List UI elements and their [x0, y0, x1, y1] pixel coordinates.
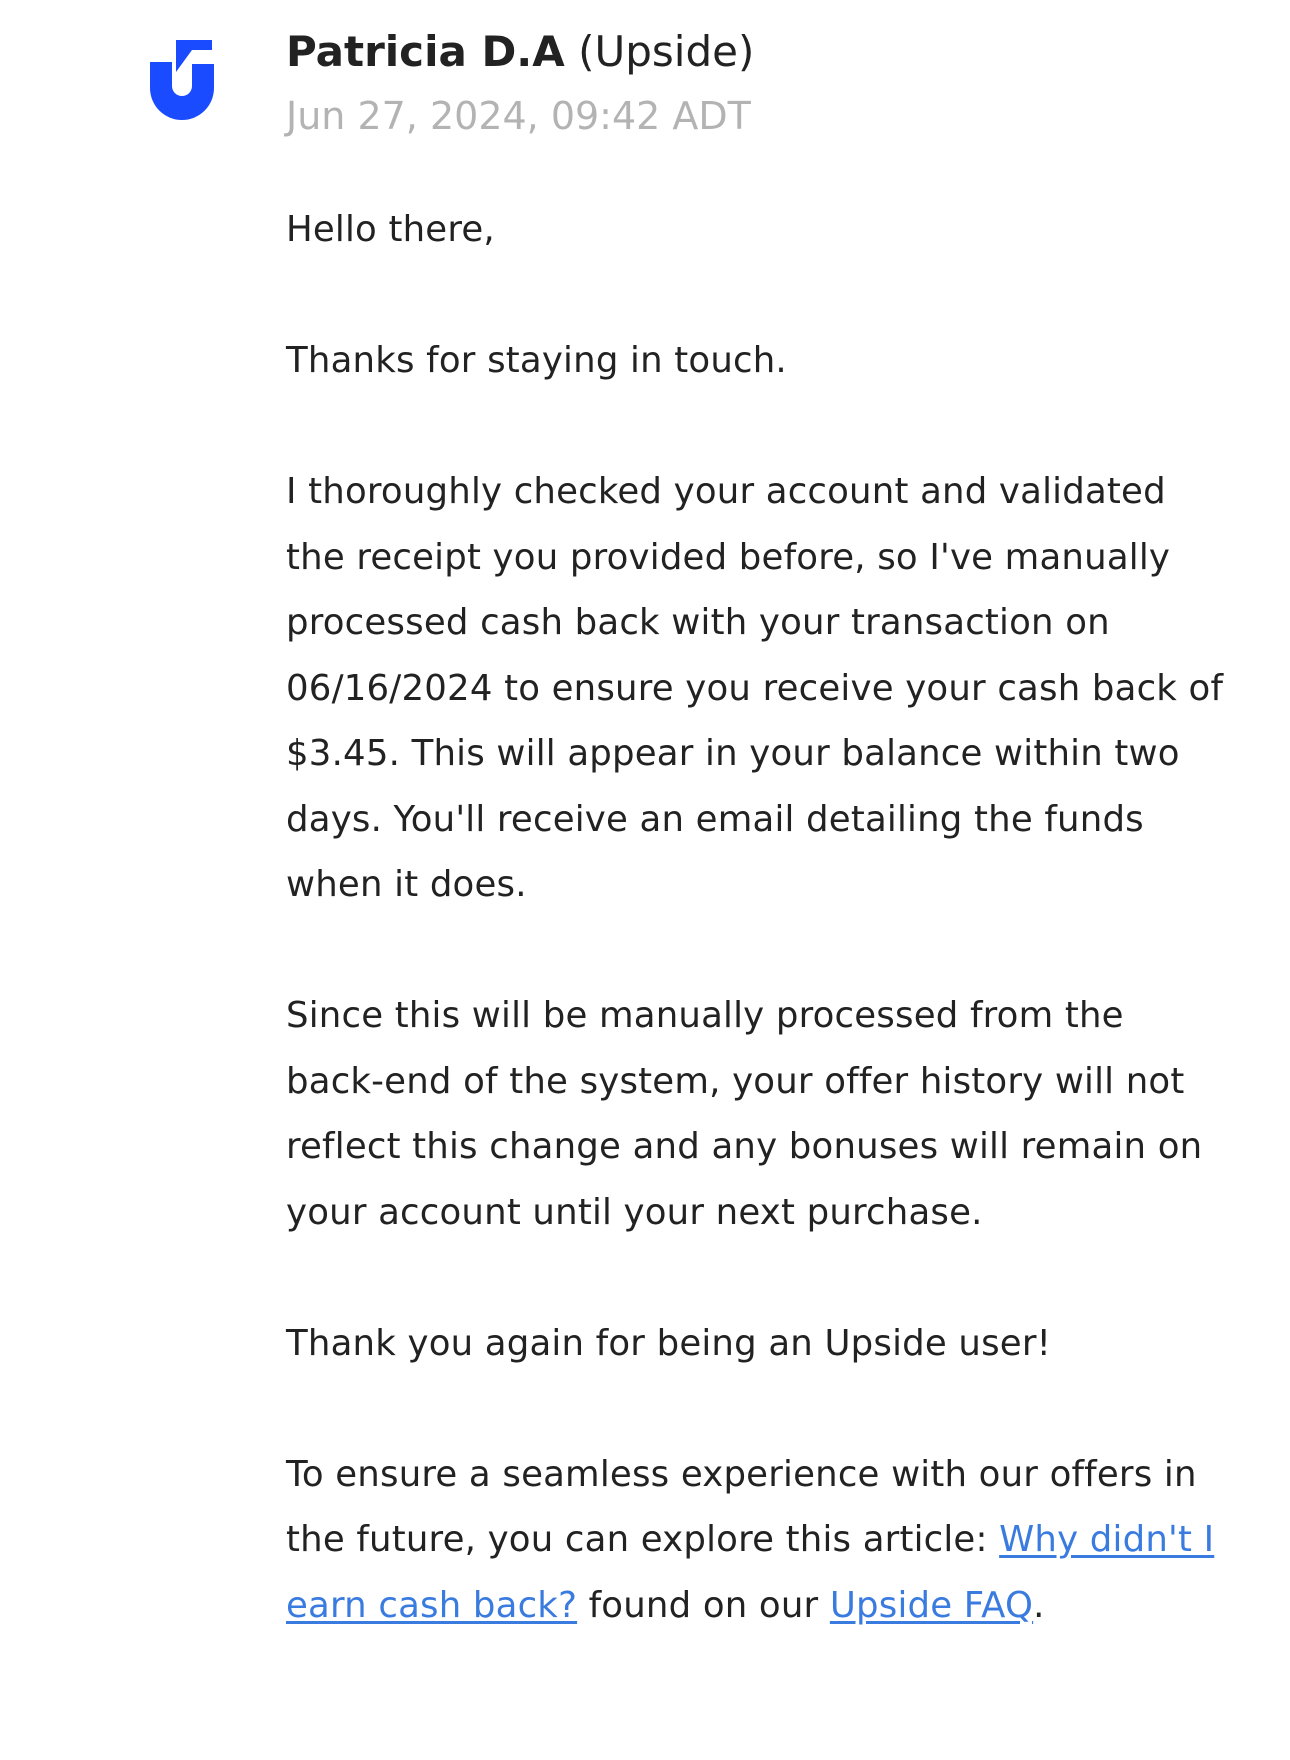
- closing-text-middle: found on our: [577, 1584, 830, 1626]
- thank-you-line: Thank you again for being an Upside user!: [286, 1322, 1052, 1364]
- faq-link[interactable]: Upside FAQ: [829, 1584, 1034, 1626]
- sender-name: Patricia D.A: [286, 27, 565, 76]
- closing-text-after: .: [1033, 1584, 1045, 1626]
- paragraph-processing: Since this will be manually processed from the back-end of the system, your offer history will not reflect this change and any bonuses will remain on your account until your next purchase.: [286, 995, 1203, 1233]
- paragraph-closing: [286, 1442, 1226, 1639]
- email-body: [286, 197, 1226, 1638]
- article-link[interactable]: Why didn't I earn cash back?: [286, 1519, 1215, 1626]
- upside-logo-icon: [140, 36, 224, 126]
- closing-text-before: To ensure a seamless experience with our offers in the future, you can explore this article:: [286, 1453, 1197, 1560]
- email-timestamp: Jun 27, 2024, 09:42 ADT: [286, 94, 751, 138]
- sender-org: (Upside): [578, 27, 755, 76]
- greeting: Hello there,: [286, 209, 495, 250]
- sender-avatar: [140, 36, 224, 126]
- thanks-line: Thanks for staying in touch.: [286, 340, 787, 381]
- paragraph-cashback: I thoroughly checked your account and validated the receipt you provided before, so I've manually processed cash back with your transaction on 06/16/2024 to ensure you receive your cash back of $3.45. This will appear in your balance within two days. You'll receive an email detailing the funds when it does.: [286, 471, 1224, 905]
- sender-line: [286, 22, 754, 82]
- email-header: [286, 22, 754, 144]
